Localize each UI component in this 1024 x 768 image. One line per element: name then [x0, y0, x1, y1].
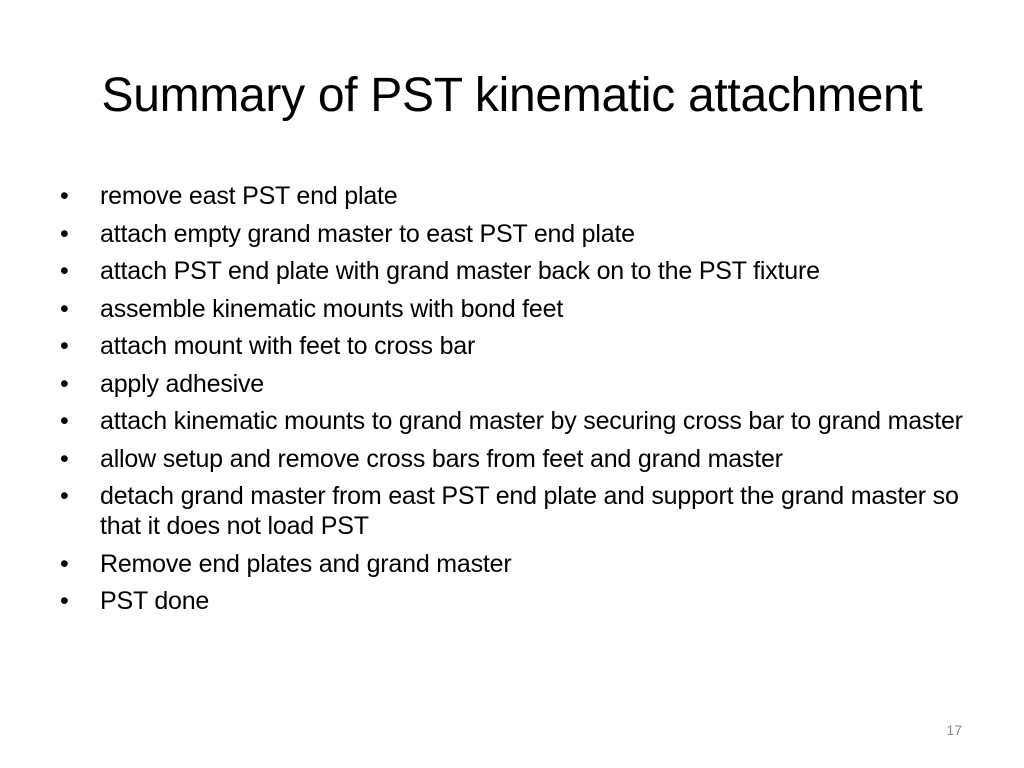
- bullet-text: attach PST end plate with grand master back on to the PST fixture: [100, 257, 820, 285]
- bullet-icon: •: [60, 482, 69, 510]
- bullet-item: [60, 331, 970, 361]
- bullet-icon: •: [60, 369, 69, 398]
- bullet-item: [60, 406, 970, 436]
- bullet-icon: •: [60, 332, 69, 360]
- bullet-text: detach grand master from east PST end plate and support the grand master so that it does not load PST: [100, 482, 959, 540]
- slide-title: Summary of PST kinematic attachment: [101, 69, 923, 122]
- bullet-icon: •: [60, 294, 69, 323]
- bullet-icon: •: [60, 549, 69, 578]
- bullet-item: [60, 294, 970, 324]
- bullet-item: [60, 481, 970, 541]
- bullet-text: remove east PST end plate: [100, 182, 398, 210]
- slide-number: 17: [946, 722, 962, 738]
- bullet-icon: •: [60, 587, 69, 615]
- bullet-icon: •: [60, 182, 69, 210]
- bullet-text: Remove end plates and grand master: [100, 549, 512, 578]
- bullet-icon: •: [60, 257, 69, 285]
- bullet-text: allow setup and remove cross bars from feet and grand master: [100, 444, 783, 473]
- bullet-text: attach mount with feet to cross bar: [100, 332, 476, 360]
- bullet-icon: •: [60, 444, 69, 473]
- bullet-item: [60, 219, 970, 249]
- bullet-item: [60, 549, 970, 579]
- bullet-item: [60, 181, 970, 211]
- bullet-text: attach empty grand master to east PST end plate: [100, 219, 635, 248]
- bullet-icon: •: [60, 219, 69, 248]
- bullet-list: [60, 181, 970, 624]
- bullet-item: [60, 586, 970, 616]
- bullet-text: apply adhesive: [100, 369, 264, 398]
- bullet-text: assemble kinematic mounts with bond feet: [100, 294, 564, 323]
- bullet-icon: •: [60, 407, 69, 435]
- bullet-text: PST done: [100, 587, 210, 615]
- bullet-text: attach kinematic mounts to grand master by securing cross bar to grand master: [100, 407, 963, 435]
- bullet-item: [60, 256, 970, 286]
- bullet-item: [60, 444, 970, 474]
- bullet-item: [60, 369, 970, 399]
